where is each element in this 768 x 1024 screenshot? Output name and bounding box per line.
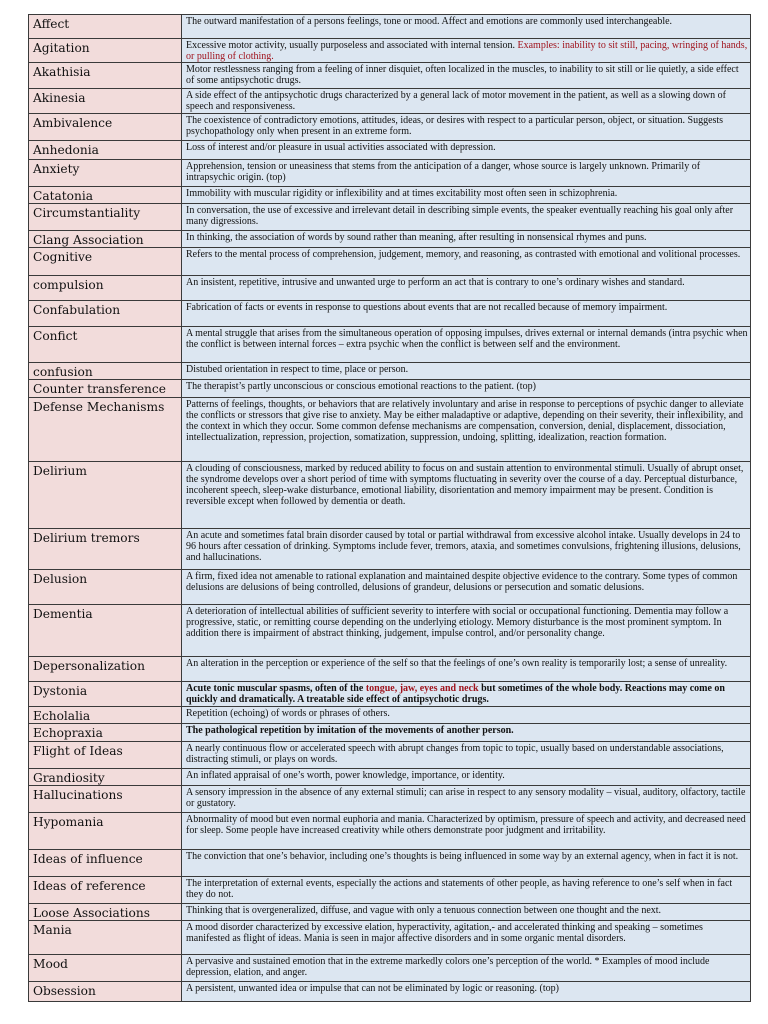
- table-row: [29, 462, 751, 529]
- table-row: [29, 769, 751, 786]
- glossary-definition: [182, 657, 751, 682]
- table-row: [29, 813, 751, 850]
- definition-text: A nearly continuous flow or accelerated speech with abrupt changes from topic to topic, usually based on understandable associations, distracting stimuli, or plays on words.: [186, 743, 724, 765]
- definition-text: The outward manifestation of a persons feelings, tone or mood. Affect and emotions are commonly used interchangeable.: [186, 16, 673, 27]
- glossary-term: Affect: [29, 15, 182, 39]
- highlighted-text: Examples: inability to sit still, pacing, wringing of hands, or pulling of clothing.: [186, 40, 748, 62]
- definition-text: The coexistence of contradictory emotions, attitudes, ideas, or desires with respect to a particular person, object, or situation. Suggests psychopathology only when present in an extreme form.: [186, 115, 724, 137]
- table-row: [29, 204, 751, 231]
- table-row: [29, 877, 751, 904]
- glossary-definition: [182, 380, 751, 398]
- glossary-definition: [182, 921, 751, 955]
- glossary-term: Confict: [29, 327, 182, 363]
- table-row: [29, 850, 751, 877]
- glossary-definition: [182, 231, 751, 248]
- table-row: [29, 380, 751, 398]
- glossary-definition: [182, 682, 751, 707]
- definition-text: A deterioration of intellectual abilities of sufficient severity to interfere with social or occupational functioning. Dementia may follow a progressive, static, or remitting course depending on the underlying etiology. Memory disturbance is the most prominent symptom. In addition there is impairment of abstract thinking, judgement, impulse control, and/or personality change.: [186, 606, 729, 639]
- glossary-term: Hypomania: [29, 813, 182, 850]
- glossary-definition: [182, 327, 751, 363]
- glossary-term: Ambivalence: [29, 114, 182, 141]
- definition-text: In conversation, the use of excessive and irrelevant detail in describing simple events, the speaker eventually reaching his goal only after many digressions.: [186, 205, 734, 227]
- glossary-term: Agitation: [29, 39, 182, 63]
- definition-text: Immobility with muscular rigidity or inflexibility and at times excitability most often seen in schizophrenia.: [186, 188, 618, 199]
- glossary-term: Defense Mechanisms: [29, 398, 182, 462]
- glossary-definition: [182, 363, 751, 380]
- definition-text: A side effect of the antipsychotic drugs characterized by a general lack of motor movement in the patient, as well as a slowing down of speech and responsiveness.: [186, 90, 726, 112]
- glossary-term: Clang Association: [29, 231, 182, 248]
- glossary-term: Hallucinations: [29, 786, 182, 813]
- definition-text: Motor restlessness ranging from a feeling of inner disquiet, often localized in the muscles, to inability to sit still or lie quietly, a side effect of some antipsychotic drugs.: [186, 64, 739, 86]
- definition-text: The conviction that one’s behavior, including one’s thoughts is being influenced in some way by an external agency, when in fact it is not.: [186, 851, 739, 862]
- glossary-table: [28, 14, 751, 1002]
- glossary-term: Akinesia: [29, 89, 182, 114]
- definition-text: A mental struggle that arises from the simultaneous operation of opposing impulses, drives external or internal demands (intra psychic when the conflict is between internal forces – extra psychic when the conflict is between self and the environment.: [186, 328, 748, 350]
- glossary-term: Echopraxia: [29, 724, 182, 742]
- table-row: [29, 39, 751, 63]
- definition-text: Loss of interest and/or pleasure in usual activities associated with depression.: [186, 142, 496, 153]
- definition-text: An acute and sometimes fatal brain disorder caused by total or partial withdrawal from excessive alcohol intake. Usually develops in 24 to 96 hours after cessation of drinking. Symptoms include fever, tremors, ataxia, and sometimes convulsions, frightening illusions, delusions, and hallucinations.: [186, 530, 741, 563]
- glossary-term: Akathisia: [29, 63, 182, 89]
- table-row: [29, 248, 751, 276]
- table-row: [29, 63, 751, 89]
- definition-text: In thinking, the association of words by sound rather than meaning, after resulting in nonsensical rhymes and puns.: [186, 232, 647, 243]
- glossary-definition: [182, 707, 751, 724]
- glossary-term: Confabulation: [29, 301, 182, 327]
- glossary-definition: [182, 15, 751, 39]
- glossary-term: Ideas of influence: [29, 850, 182, 877]
- definition-text: Patterns of feelings, thoughts, or behaviors that are relatively involuntary and arise in response to perceptions of psychic danger to alleviate the conflicts or stressors that give rise to anxiety. May be either maladaptive or adaptive, depending on their severity, their inflexibility, and the context in which they occur. Some common defense mechanisms are compensation, conversion, denial, displacement, dissociation, intellectualization, repression, projection, somatization, suppression, undoing, splitting, idealization, reaction formation.: [186, 399, 744, 443]
- table-row: [29, 657, 751, 682]
- glossary-definition: [182, 462, 751, 529]
- definition-text: but sometimes of the whole body. Reactions may come on quickly and dramatically. A treatable side effect of antipsychotic drugs.: [186, 683, 725, 705]
- table-row: [29, 682, 751, 707]
- glossary-definition: [182, 724, 751, 742]
- glossary-definition: [182, 877, 751, 904]
- glossary-definition: [182, 398, 751, 462]
- glossary-definition: [182, 955, 751, 982]
- glossary-definition: [182, 769, 751, 786]
- table-row: [29, 955, 751, 982]
- glossary-definition: [182, 204, 751, 231]
- glossary-body: [29, 15, 751, 1002]
- glossary-definition: [182, 982, 751, 1002]
- table-row: [29, 398, 751, 462]
- definition-text: A pervasive and sustained emotion that in the extreme markedly colors one’s perception of the world. * Examples of mood include depression, elation, and anger.: [186, 956, 710, 978]
- definition-text: Distubed orientation in respect to time, place or person.: [186, 364, 409, 375]
- table-row: [29, 529, 751, 570]
- glossary-term: Mania: [29, 921, 182, 955]
- glossary-term: Dystonia: [29, 682, 182, 707]
- table-row: [29, 187, 751, 204]
- definition-text: A firm, fixed idea not amenable to rational explanation and maintained despite objective evidence to the contrary. Some types of common delusions are delusions of being controlled, delusions of grandeur, delusions or persecution and somatic delusions.: [186, 571, 738, 593]
- definition-text: Acute tonic muscular spasms, often of the: [186, 683, 366, 694]
- definition-text: Repetition (echoing) of words or phrases of others.: [186, 708, 390, 719]
- glossary-definition: [182, 570, 751, 605]
- definition-text: Thinking that is overgeneralized, diffuse, and vague with only a tenuous connection between one thought and the next.: [186, 905, 662, 916]
- glossary-definition: [182, 301, 751, 327]
- glossary-definition: [182, 742, 751, 769]
- glossary-definition: [182, 850, 751, 877]
- glossary-term: Echolalia: [29, 707, 182, 724]
- glossary-term: Flight of Ideas: [29, 742, 182, 769]
- table-row: [29, 570, 751, 605]
- glossary-term: confusion: [29, 363, 182, 380]
- definition-text: The pathological repetition by imitation of the movements of another person.: [186, 725, 514, 736]
- glossary-definition: [182, 63, 751, 89]
- definition-text: An insistent, repetitive, intrusive and unwanted urge to perform an act that is contrary to one’s ordinary wishes and standard.: [186, 277, 685, 288]
- glossary-term: Delirium tremors: [29, 529, 182, 570]
- glossary-definition: [182, 248, 751, 276]
- glossary-term: Anxiety: [29, 160, 182, 187]
- definition-text: Abnormality of mood but even normal euphoria and mania. Characterized by optimism, pressure of speech and activity, and decreased need for sleep. Some people have increased creativity while others demonstrate poor judgment and irritability.: [186, 814, 746, 836]
- glossary-term: Ideas of reference: [29, 877, 182, 904]
- table-row: [29, 742, 751, 769]
- definition-text: A mood disorder characterized by excessive elation, hyperactivity, agitation,- and accelerated thinking and speaking – sometimes manifested as flight of ideas. Mania is seen in major affective disorders and in some organic mental disorders.: [186, 922, 703, 944]
- glossary-definition: [182, 529, 751, 570]
- table-row: [29, 786, 751, 813]
- glossary-definition: [182, 187, 751, 204]
- glossary-term: Counter transference: [29, 380, 182, 398]
- glossary-term: Catatonia: [29, 187, 182, 204]
- highlighted-text: tongue, jaw, eyes and neck: [365, 683, 479, 694]
- definition-text: Apprehension, tension or uneasiness that stems from the anticipation of a danger, whose source is largely unknown. Primarily of intrapsychic origin. (top): [186, 161, 701, 183]
- glossary-definition: [182, 89, 751, 114]
- table-row: [29, 114, 751, 141]
- table-row: [29, 921, 751, 955]
- table-row: [29, 141, 751, 160]
- table-row: [29, 231, 751, 248]
- definition-text: A persistent, unwanted idea or impulse that can not be eliminated by logic or reasoning. (top): [186, 983, 559, 994]
- definition-text: Fabrication of facts or events in response to questions about events that are not recalled because of memory impairment.: [186, 302, 668, 313]
- glossary-term: Cognitive: [29, 248, 182, 276]
- glossary-definition: [182, 114, 751, 141]
- glossary-term: Delusion: [29, 570, 182, 605]
- glossary-term: Grandiosity: [29, 769, 182, 786]
- table-row: [29, 707, 751, 724]
- definition-text: The therapist’s partly unconscious or conscious emotional reactions to the patient. (top): [186, 381, 536, 392]
- table-row: [29, 276, 751, 301]
- glossary-term: Depersonalization: [29, 657, 182, 682]
- table-row: [29, 724, 751, 742]
- glossary-definition: [182, 813, 751, 850]
- glossary-definition: [182, 39, 751, 63]
- definition-text: Refers to the mental process of comprehension, judgement, memory, and reasoning, as contrasted with emotional and volitional processes.: [186, 249, 741, 260]
- definition-text: Excessive motor activity, usually purposeless and associated with internal tension.: [186, 40, 518, 51]
- definition-text: A clouding of consciousness, marked by reduced ability to focus on and sustain attention to environmental stimuli. Usually of abrupt onset, the syndrome develops over a short period of time with symptoms fluctuating in severity over the course of a day. Perceptual disturbance, incoherent speech, sleep-wake disturbance, emotional liability, disorientation and memory impairment may be present. Condition is reversible except when followed by dementia or death.: [186, 463, 744, 507]
- table-row: [29, 160, 751, 187]
- table-row: [29, 605, 751, 657]
- table-row: [29, 904, 751, 921]
- glossary-term: Loose Associations: [29, 904, 182, 921]
- glossary-term: Delirium: [29, 462, 182, 529]
- definition-text: A sensory impression in the absence of any external stimuli; can arise in respect to any sensory modality – visual, auditory, olfactory, tactile or gustatory.: [186, 787, 746, 809]
- table-row: [29, 327, 751, 363]
- glossary-definition: [182, 276, 751, 301]
- table-row: [29, 15, 751, 39]
- definition-text: The interpretation of external events, especially the actions and statements of other people, as having reference to one’s self when in fact they do not.: [186, 878, 733, 900]
- glossary-term: Dementia: [29, 605, 182, 657]
- glossary-definition: [182, 904, 751, 921]
- glossary-term: Obsession: [29, 982, 182, 1002]
- glossary-term: Mood: [29, 955, 182, 982]
- table-row: [29, 363, 751, 380]
- definition-text: An inflated appraisal of one’s worth, power knowledge, importance, or identity.: [186, 770, 505, 781]
- glossary-definition: [182, 141, 751, 160]
- table-row: [29, 89, 751, 114]
- glossary-definition: [182, 605, 751, 657]
- glossary-definition: [182, 160, 751, 187]
- glossary-term: Circumstantiality: [29, 204, 182, 231]
- table-row: [29, 301, 751, 327]
- glossary-term: Anhedonia: [29, 141, 182, 160]
- table-row: [29, 982, 751, 1002]
- definition-text: An alteration in the perception or experience of the self so that the feelings of one’s own reality is temporarily lost; a sense of unreality.: [186, 658, 728, 669]
- glossary-term: compulsion: [29, 276, 182, 301]
- glossary-definition: [182, 786, 751, 813]
